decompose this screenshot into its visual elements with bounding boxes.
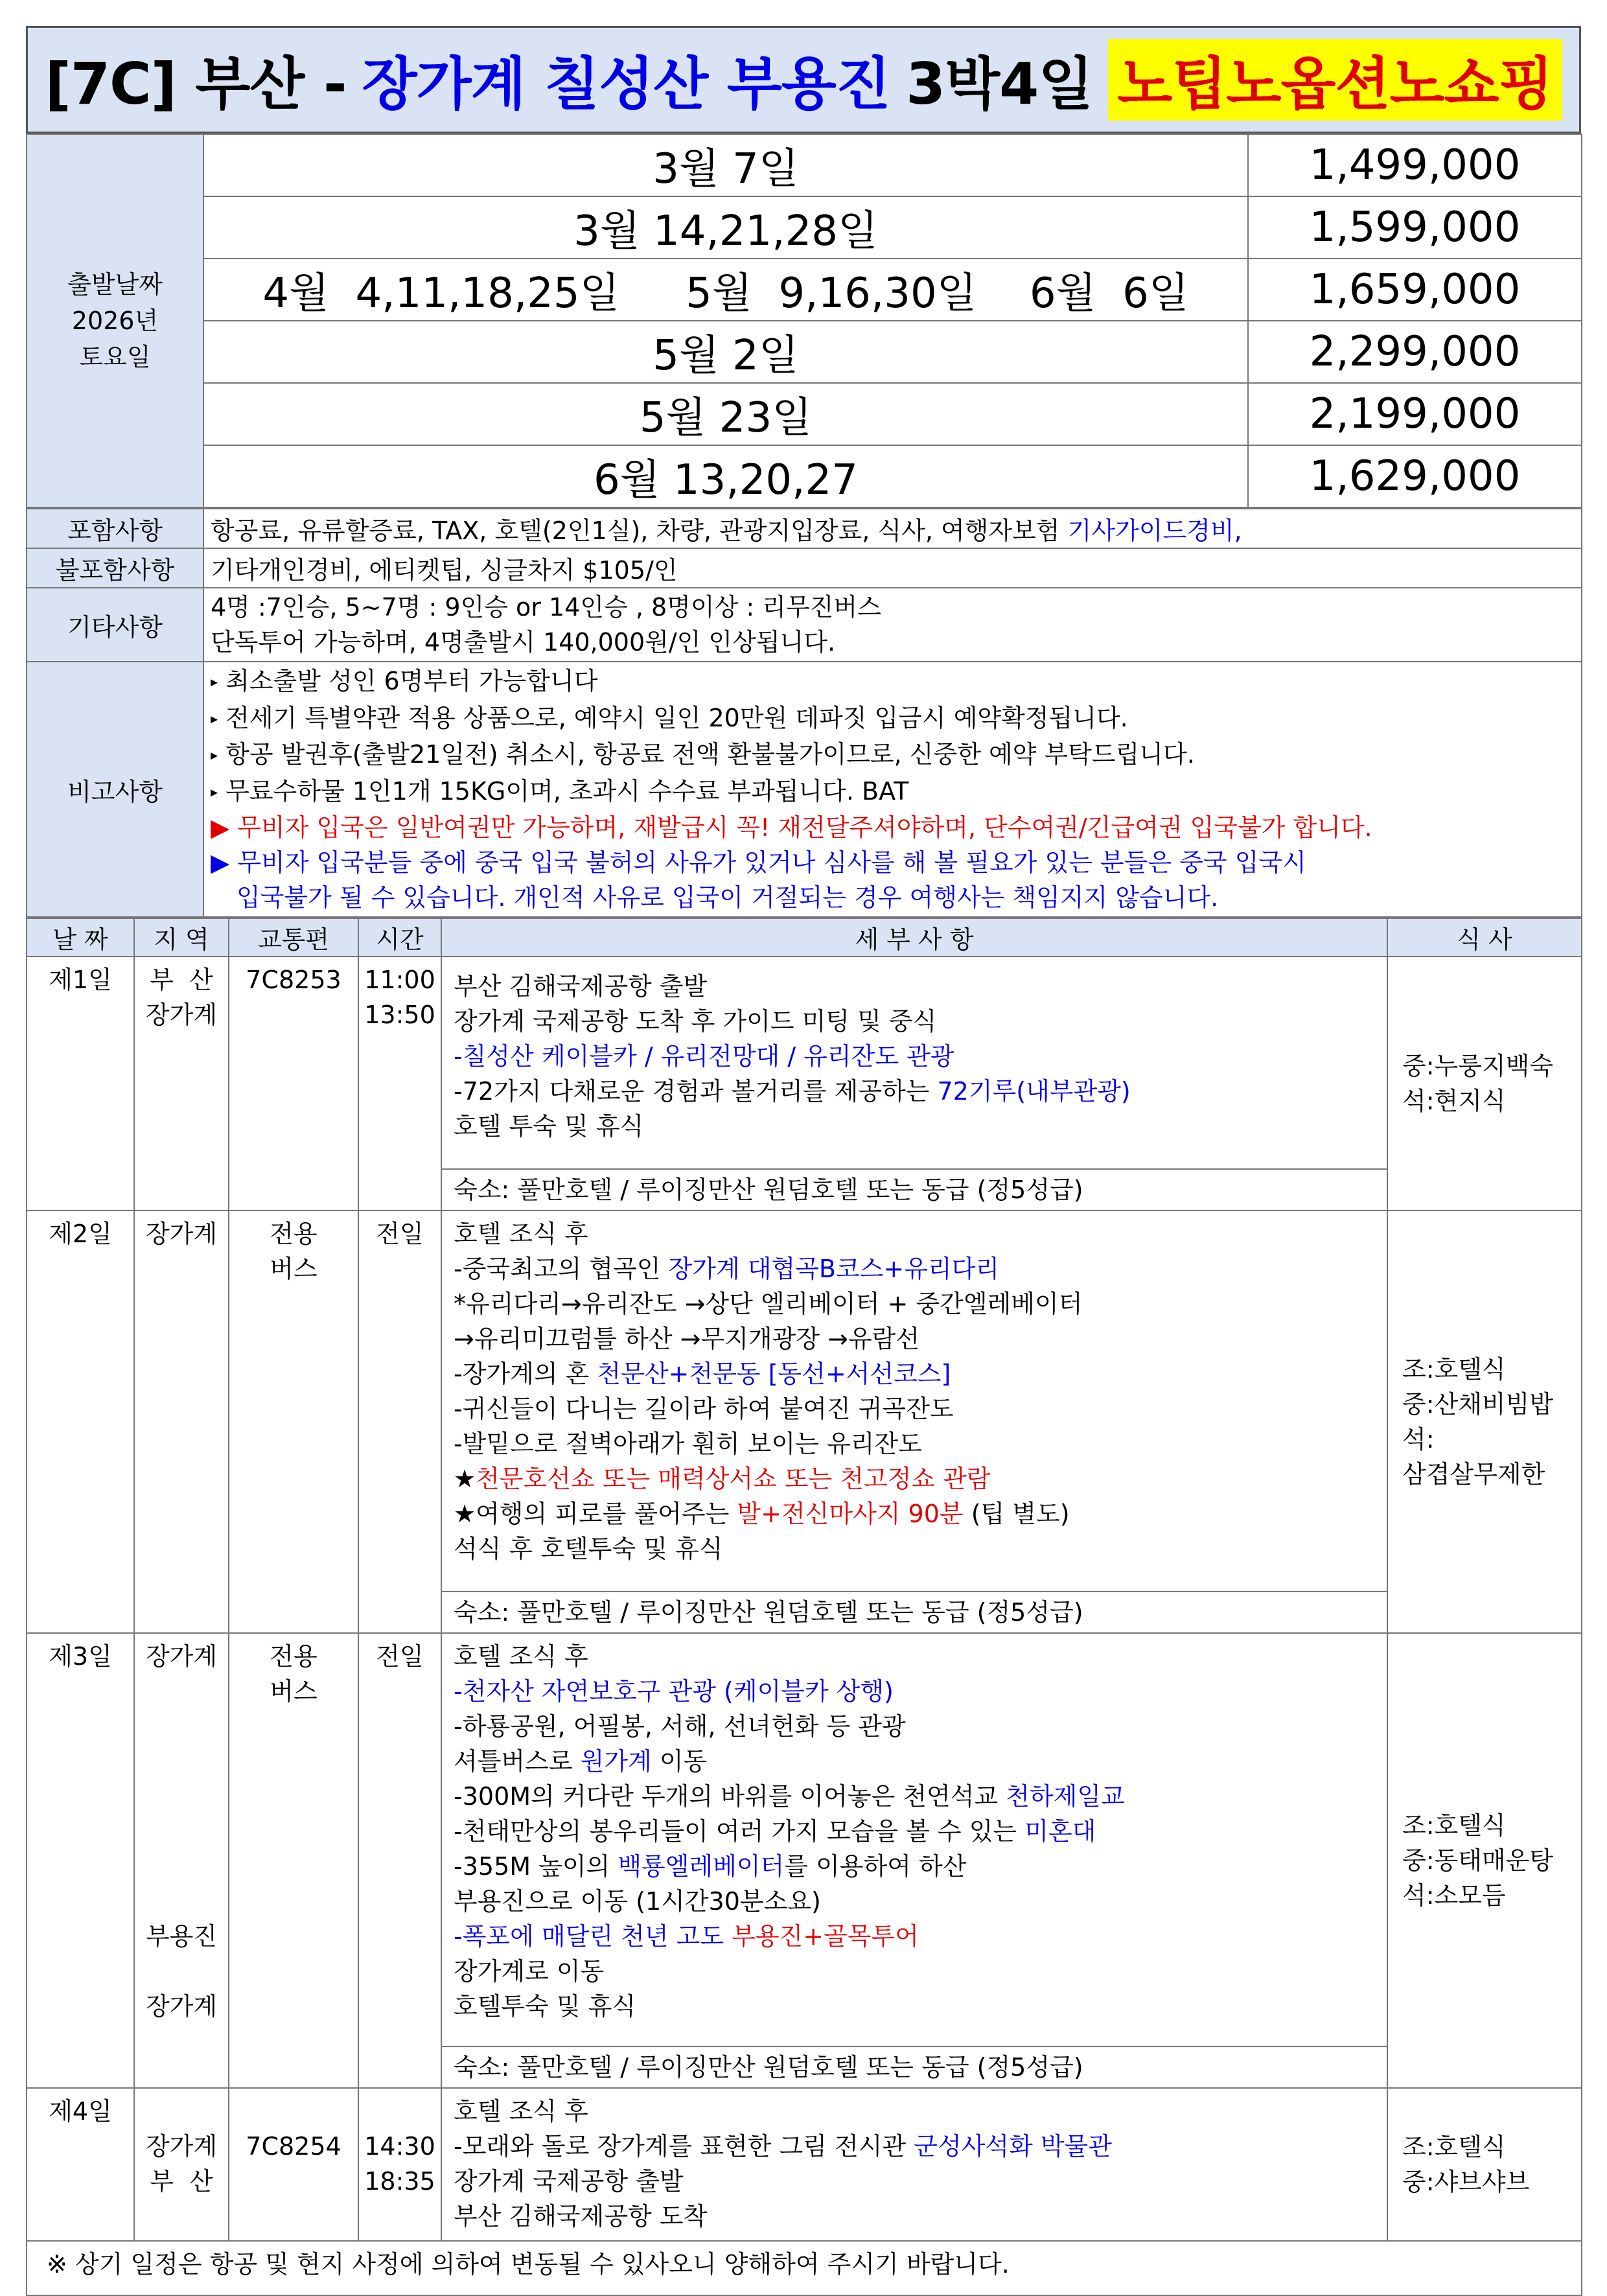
day-row bbox=[27, 2088, 1582, 2241]
note-item: ▸ 최소출발 성인 6명부터 가능합니다 bbox=[211, 667, 598, 695]
page-title bbox=[26, 26, 1581, 133]
day-details: 호텔 조식 후 -모래와 돌로 장가계를 표현한 그림 전시관 군성사석화 박물관 장가계 국제공항 출발 부산 김해국제공항 도착 bbox=[441, 2088, 1387, 2241]
day-region: 장가계 부 산 bbox=[134, 2088, 229, 2241]
header-day: 날 짜 bbox=[27, 918, 134, 957]
note-visa-red: ▶ 무비자 입국은 일반여권만 가능하며, 재발급시 꼭! 재전달주셔야하며, 단수여권/긴급여권 입국불가 합니다. bbox=[211, 813, 1372, 842]
bullet-icon: ▸ bbox=[211, 711, 218, 727]
footer-note: ※ 상기 일정은 항공 및 현지 사정에 의하여 변동될 수 있사오니 양해하여 주시기 바랍니다. bbox=[27, 2241, 1582, 2295]
notes-label: 비고사항 bbox=[27, 662, 203, 917]
note-item: ▸ 전세기 특별약관 적용 상품으로, 예약시 일인 20만원 데파짓 입금시 예약확정됩니다. bbox=[211, 703, 1128, 732]
day-transport: 전용 버스 bbox=[229, 1211, 358, 1633]
title-destination: 장가계 칠성산 부용진 bbox=[362, 51, 890, 117]
day-row bbox=[27, 957, 1582, 1211]
hotel-info: 숙소: 풀만호텔 / 루이징만산 원덤호텔 또는 동급 (정5성급) bbox=[442, 1591, 1387, 1632]
departure-price: 2,299,000 bbox=[1248, 321, 1582, 383]
note-item: ▸ 항공 발권후(출발21일전) 취소시, 항공료 전액 환불불가이므로, 신중한 예약 부탁드립니다. bbox=[211, 740, 1195, 769]
flight-number: 7C8253 bbox=[229, 957, 358, 1211]
day-details: 호텔 조식 후 -천자산 자연보호구 관광 (케이블카 상행) -하룡공원, 어필봉, 서해, 선녀헌화 등 관광 셔틀버스로 원가계 이동 -300M의 커다란 두개의 바위를 이어놓은 천연석교 천하제일교 -천태만상의 봉우리들이 여러 가지 모습을 볼 수 있는 미혼대 -355M 높이의 백룡엘레베이터를 이용하여 하산 부용진으로 이동 (1시간30분소요) -폭포에 매달린 천년 고도 부용진+골목투어 장가계로 이동 호텔투숙 및 휴식 숙소: 풀만호텔 / 루이징만산 원덤호텔 또는 동급 (정5성급) bbox=[441, 1633, 1387, 2088]
departure-dates: 6월 13,20,27 bbox=[203, 445, 1248, 507]
included-guide-fee: 기사가이드경비, bbox=[1067, 516, 1242, 545]
day-number: 제2일 bbox=[27, 1211, 134, 1633]
day-region: 부 산 장가계 bbox=[134, 957, 229, 1211]
bullet-icon: ▸ bbox=[211, 747, 218, 764]
info-table bbox=[26, 508, 1582, 918]
departure-price: 1,629,000 bbox=[1248, 445, 1582, 507]
title-duration: 3박4일 bbox=[905, 51, 1093, 117]
day-details: 호텔 조식 후 -중국최고의 협곡인 장가계 대협곡B코스+유리다리 *유리다리→유리잔도 →상단 엘리베이터 + 중간엘레베이터 →유리미끄럼틀 하산 →무지개광장 →유람선 -장가계의 혼 천문산+천문동 [동선+서선코스] -귀신들이 다니는 길이라 하여 붙여진 귀곡잔도 -발밑으로 절벽아래가 훤히 보이는 유리잔도 ★천문호선쇼 또는 매력상서쇼 또는 천고정쇼 관람 ★여행의 피로를 풀어주는 발+전신마사지 90분 (팁 별도) 석식 후 호텔투숙 및 휴식 숙소: 풀만호텔 / 루이징만산 원덤호텔 또는 동급 (정5성급) bbox=[441, 1211, 1387, 1633]
departure-price: 1,659,000 bbox=[1248, 259, 1582, 321]
departure-price: 1,499,000 bbox=[1248, 134, 1582, 196]
flight-number: 7C8254 bbox=[229, 2088, 358, 2241]
excluded-text: 기타개인경비, 에티켓팁, 싱글차지 $105/인 bbox=[203, 548, 1582, 588]
day-meals: 조:호텔식 중:동태매운탕 석:소모듬 bbox=[1387, 1633, 1582, 2088]
header-region: 지 역 bbox=[134, 918, 229, 957]
day-meals: 조:호텔식 중:산채비빔밥 석: 삼겹살무제한 bbox=[1387, 1211, 1582, 1633]
day-region: 장가계 부용진 장가계 bbox=[134, 1633, 229, 2088]
day-details: 부산 김해국제공항 출발 장가계 국제공항 도착 후 가이드 미팅 및 중식 -칠성산 케이블카 / 유리전망대 / 유리잔도 관광 -72가지 다채로운 경험과 볼거리를 제공하는 72기루(내부관광) 호텔 투숙 및 휴식 숙소: 풀만호텔 / 루이징만산 원덤호텔 또는 동급 (정5성급) bbox=[441, 957, 1387, 1211]
header-transport: 교통편 bbox=[229, 918, 358, 957]
no-tip-badge: 노팁노옵션노쇼핑 bbox=[1108, 39, 1562, 121]
header-time: 시간 bbox=[358, 918, 441, 957]
bullet-icon: ▸ bbox=[211, 674, 218, 691]
departure-price: 1,599,000 bbox=[1248, 196, 1582, 259]
note-visa-blue: ▶ 무비자 입국분들 중에 중국 입국 불허의 사유가 있거나 심사를 해 볼 필요가 있는 분들은 중국 입국시 bbox=[211, 848, 1306, 877]
header-details: 세 부 사 항 bbox=[441, 918, 1387, 957]
note-item: ▸ 무료수하물 1인1개 15KG이며, 초과시 수수료 부과됩니다. BAT bbox=[211, 776, 909, 806]
included-text: 항공료, 유류할증료, TAX, 호텔(2인1실), 차량, 관광지입장료, 식사, 여행자보험 기사가이드경비, bbox=[203, 509, 1582, 548]
departure-dates: 3월 14,21,28일 bbox=[203, 196, 1248, 259]
day-meals: 중:누룽지백숙 석:현지식 bbox=[1387, 957, 1582, 1211]
departure-dates: 3월 7일 bbox=[203, 134, 1248, 196]
triangle-icon: ▶ bbox=[211, 848, 230, 877]
excluded-label: 불포함사항 bbox=[27, 548, 203, 588]
other-text: 4명 :7인승, 5~7명 : 9인승 or 14인승 , 8명이상 : 리무진버스 단독투어 가능하며, 4명출발시 140,000원/인 인상됩니다. bbox=[203, 588, 1582, 662]
day-time: 전일 bbox=[358, 1633, 441, 2088]
day-transport: 전용 버스 bbox=[229, 1633, 358, 2088]
triangle-icon: ▶ bbox=[211, 813, 230, 842]
itinerary-page bbox=[26, 26, 1581, 2296]
day-row bbox=[27, 1211, 1582, 1633]
departure-dates: 5월 2일 bbox=[203, 321, 1248, 383]
day-time: 전일 bbox=[358, 1211, 441, 1633]
departure-table bbox=[26, 133, 1582, 508]
day-number: 제3일 bbox=[27, 1633, 134, 2088]
header-meals: 식 사 bbox=[1387, 918, 1582, 957]
hotel-info: 숙소: 풀만호텔 / 루이징만산 원덤호텔 또는 동급 (정5성급) bbox=[442, 2046, 1387, 2087]
schedule-table bbox=[26, 918, 1582, 2296]
day-row bbox=[27, 1633, 1582, 2088]
day-meals: 조:호텔식 중:샤브샤브 bbox=[1387, 2088, 1582, 2241]
day-region: 장가계 bbox=[134, 1211, 229, 1633]
other-label: 기타사항 bbox=[27, 588, 203, 662]
notes-text: ▸ 최소출발 성인 6명부터 가능합니다 ▸ 전세기 특별약관 적용 상품으로, 예약시 일인 20만원 데파짓 입금시 예약확정됩니다. ▸ 항공 발권후(출발21일전) 취소시, 항공료 전액 환불불가이므로, 신중한 예약 부탁드립니다. ▸ 무료수하물 1인1개 15KG이며, 초과시 수수료 부과됩니다. BAT ▶ 무비자 입국은 일반여권만 가능하며, 재발급시 꼭! 재전달주셔야하며, 단수여권/긴급여권 입국불가 합니다. ▶ 무비자 입국분들 중에 중국 입국 불허의 사유가 있거나 심사를 해 볼 필요가 있는 분들은 중국 입국시 입국불가 될 수 있습니다. 개인적 사유로 입국이 거절되는 경우 여행사는 책임지지 않습니다. bbox=[203, 662, 1582, 917]
day-number: 제4일 bbox=[27, 2088, 134, 2241]
departure-dates: 4월 4,11,18,25일 5월 9,16,30일 6월 6일 bbox=[203, 259, 1248, 321]
included-label: 포함사항 bbox=[27, 509, 203, 548]
day-time: 11:00 13:50 bbox=[358, 957, 441, 1211]
day-number: 제1일 bbox=[27, 957, 134, 1211]
departure-dates: 5월 23일 bbox=[203, 383, 1248, 445]
day-time: 14:30 18:35 bbox=[358, 2088, 441, 2241]
departure-price: 2,199,000 bbox=[1248, 383, 1582, 445]
title-prefix: [7C] 부산 - bbox=[45, 51, 347, 117]
departure-label: 출발날짜 2026년 토요일 bbox=[27, 134, 203, 507]
bullet-icon: ▸ bbox=[211, 784, 218, 800]
hotel-info: 숙소: 풀만호텔 / 루이징만산 원덤호텔 또는 동급 (정5성급) bbox=[442, 1168, 1387, 1210]
